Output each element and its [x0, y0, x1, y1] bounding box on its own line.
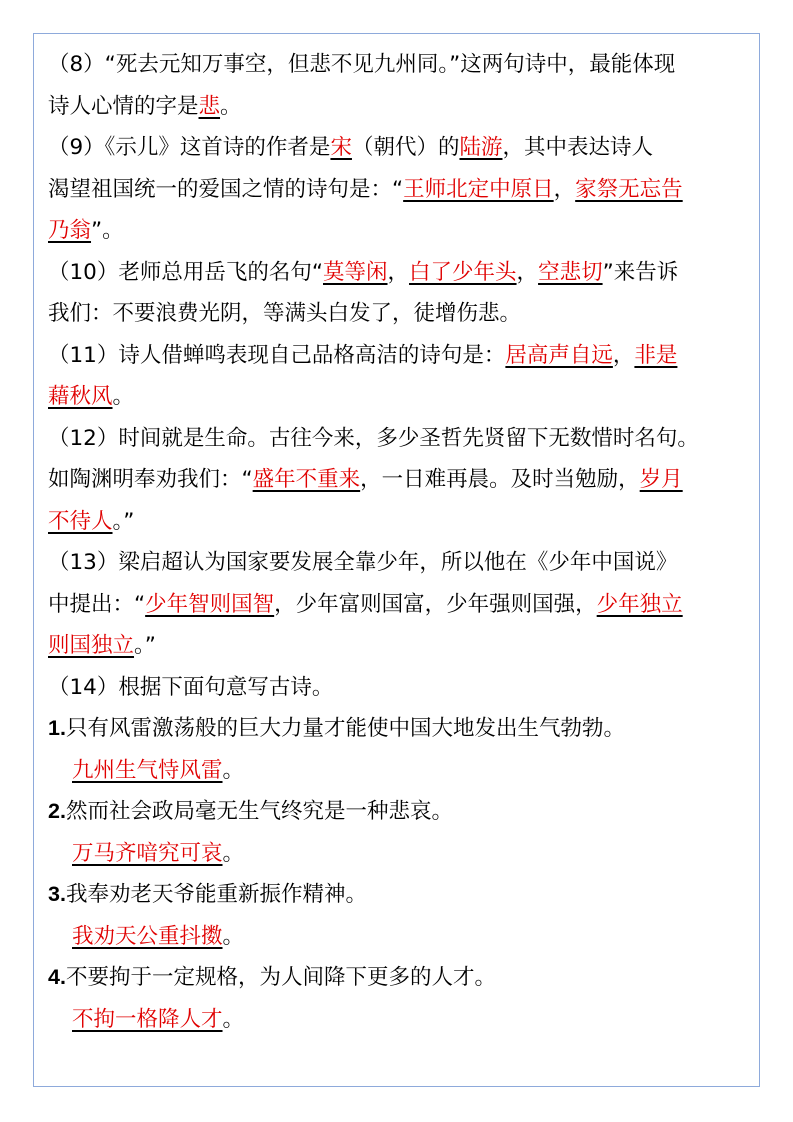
- q12-line-2: [48, 459, 754, 501]
- item-text: 我奉劝老天爷能重新振作精神。: [65, 882, 367, 907]
- item-text: 不要拘于一定规格，为人间降下更多的人才。: [65, 965, 496, 990]
- q9-line-3: [48, 210, 754, 252]
- q8-answer: 悲: [198, 93, 221, 119]
- q14-answer-line-1: [48, 750, 754, 792]
- item-text: 只有风雷激荡般的巨大力量才能使中国大地发出生气勃勃。: [65, 716, 625, 741]
- q13-answer-2: 少年独立: [596, 591, 683, 617]
- q10-line-2: [48, 293, 754, 335]
- q13-text: ，少年富则国富，少年强则国强，: [274, 591, 597, 617]
- q10-text: ，: [516, 259, 539, 285]
- q13-line-2: [48, 584, 754, 626]
- q9-text: （9）《示儿》这首诗的作者是: [48, 135, 331, 160]
- q13-line-1: [48, 542, 754, 584]
- q12-answer-2: 不待人: [48, 508, 113, 534]
- q14-item-1: [48, 708, 754, 750]
- q14-end: 。: [222, 923, 245, 949]
- q12-text: 。”: [112, 508, 135, 534]
- worksheet-content: [48, 44, 754, 1040]
- q14-answer-2: 万马齐喑究可哀: [72, 840, 223, 866]
- q13-text: （13）梁启超认为国家要发展全靠少年，所以他在《少年中国说》: [48, 550, 678, 575]
- q8-text: 诗人心情的字是: [48, 93, 199, 119]
- q11-line-1: [48, 335, 754, 377]
- q11-answer-2: 藉秋风: [48, 384, 113, 409]
- q9-answer-verse-2: 乃翁: [48, 218, 92, 243]
- q8-line-1: [48, 44, 754, 86]
- q14-item-2: [48, 791, 754, 833]
- item-number: 4.: [48, 965, 66, 989]
- q9-line-1: [48, 127, 754, 169]
- q13-answer-1: 少年智则国智: [145, 591, 275, 617]
- q10-text: 我们：不要浪费光阴，等满头白发了，徒增伤悲。: [48, 301, 522, 326]
- q9-text: 渴望祖国统一的爱国之情的诗句是：“: [48, 176, 404, 202]
- q9-answer-dynasty: 宋: [330, 135, 352, 160]
- q10-answer-1: 莫等闲: [323, 259, 388, 285]
- q14-answer-4: 不拘一格降人才: [72, 1006, 223, 1032]
- q11-line-2: [48, 376, 754, 418]
- q9-answer-verse-2: 家祭无忘告: [575, 176, 683, 202]
- q10-line-1: [48, 252, 754, 294]
- q8-text: 。: [220, 93, 242, 119]
- q9-text: ，其中表达诗人: [502, 135, 653, 160]
- q8-line-2: [48, 86, 754, 128]
- q13-text: 。”: [134, 633, 156, 658]
- q12-line-1: [48, 418, 754, 460]
- q14-answer-line-2: [48, 833, 754, 875]
- q10-text: ，: [387, 259, 410, 285]
- q14-item-3: [48, 874, 754, 916]
- q11-text: 。: [112, 384, 135, 409]
- q13-text: 中提出：“: [48, 591, 146, 617]
- q14-end: 。: [222, 757, 245, 783]
- q9-text: ，: [553, 176, 576, 202]
- q14-answer-3: 我劝天公重抖擞: [72, 923, 223, 949]
- q11-text: ，: [612, 342, 635, 368]
- q12-text: 如陶渊明奉劝我们：“: [48, 467, 253, 492]
- q14-title: [48, 667, 754, 709]
- q12-answer-1: 盛年不重来: [252, 467, 361, 492]
- q14-answer-line-3: [48, 916, 754, 958]
- q9-answer-author: 陆游: [459, 135, 503, 160]
- q10-answer-2: 白了少年头: [409, 259, 517, 285]
- q10-answer-3: 空悲切: [538, 259, 603, 285]
- q12-text: （12）时间就是生命。古往今来，多少圣哲先贤留下无数惜时名句。: [48, 425, 699, 451]
- q12-answer-2: 岁月: [639, 467, 683, 492]
- q10-text: ”来告诉: [602, 259, 679, 285]
- item-number: 2.: [48, 799, 66, 823]
- q9-text: ”。: [91, 218, 124, 243]
- item-number: 3.: [48, 882, 66, 906]
- q9-answer-verse-1: 王师北定中原日: [403, 176, 554, 202]
- q8-text: （8）“死去元知万事空，但悲不见九州同。”这两句诗中，最能体现: [48, 52, 676, 77]
- q12-line-3: [48, 501, 754, 543]
- q14-text: （14）根据下面句意写古诗。: [48, 674, 334, 700]
- q14-answer-1: 九州生气恃风雷: [72, 757, 223, 783]
- q13-line-3: [48, 625, 754, 667]
- q14-answer-line-4: [48, 999, 754, 1041]
- item-text: 然而社会政局毫无生气终究是一种悲哀。: [65, 799, 453, 824]
- q14-end: 。: [222, 1006, 245, 1032]
- q14-item-4: [48, 957, 754, 999]
- q11-answer-2: 非是: [634, 342, 678, 368]
- item-number: 1.: [48, 716, 66, 740]
- q10-text: （10）老师总用岳飞的名句“: [48, 259, 323, 285]
- q11-answer-1: 居高声自远: [505, 342, 613, 368]
- q11-text: （11）诗人借蝉鸣表现自己品格高洁的诗句是：: [48, 342, 506, 368]
- q9-line-2: [48, 169, 754, 211]
- q9-text: （朝代）的: [351, 135, 460, 160]
- q13-answer-2: 则国独立: [48, 633, 135, 658]
- q14-end: 。: [222, 840, 245, 866]
- q12-text: ，一日难再晨。及时当勉励，: [360, 467, 640, 492]
